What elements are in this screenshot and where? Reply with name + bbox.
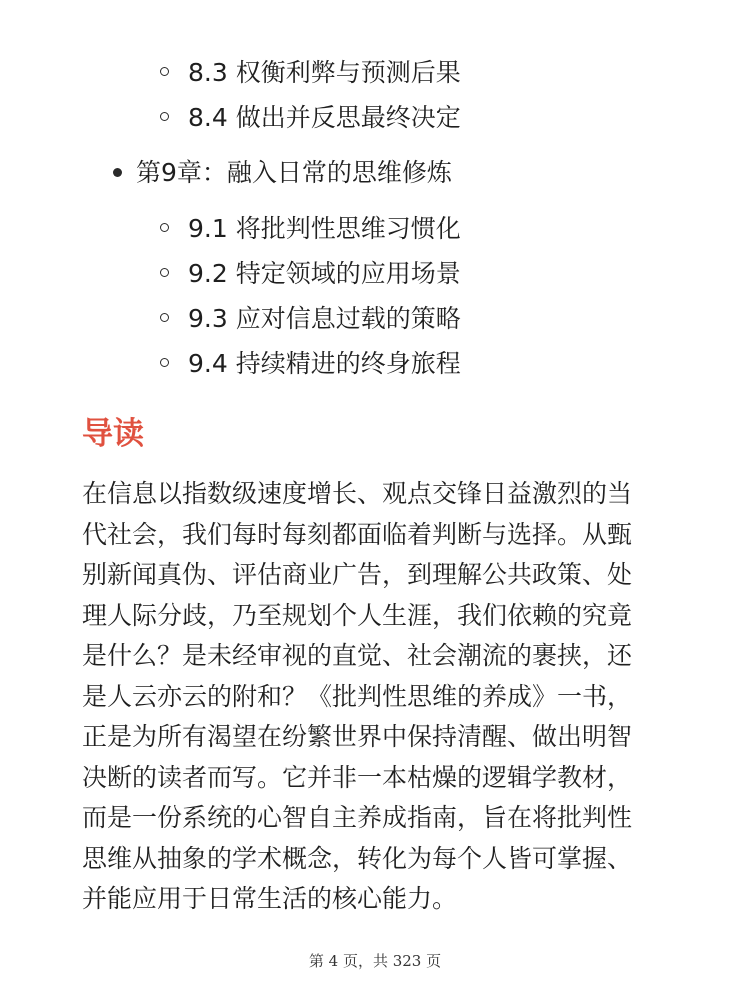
paragraph-line: 是什么？是未经审视的直觉、社会潮流的裹挟，还 (82, 641, 633, 670)
toc-chapter-9 (108, 150, 452, 195)
paragraph-line: 理人际分歧，乃至规划个人生涯，我们依赖的究竟 (82, 600, 633, 630)
paragraph-line: 正是为所有渴望在纷繁世界中保持清醒、做出明智 (82, 722, 633, 751)
hollow-bullet-icon (160, 313, 169, 322)
paragraph-line: 决断的读者而写。它并非一本枯燥的逻辑学教材， (82, 762, 633, 792)
hollow-bullet-icon (160, 358, 169, 367)
toc-item-8-4 (160, 95, 461, 140)
toc-item-label: 9.4 持续精进的终身旅程 (188, 349, 461, 378)
paragraph-line: 而是一份系统的心智自主养成指南，旨在将批判性 (82, 803, 633, 832)
hollow-bullet-icon (160, 223, 169, 232)
toc-item-label: 9.1 将批判性思维习惯化 (188, 214, 461, 243)
toc-item-label: 8.3 权衡利弊与预测后果 (188, 58, 461, 87)
chapter8-section-list (160, 50, 461, 140)
paragraph-line: 并能应用于日常生活的核心能力。 (82, 884, 458, 913)
chapter9-section-list (160, 206, 461, 386)
paragraph-line: 在信息以指数级速度增长、观点交锋日益激烈的当 (82, 479, 633, 508)
hollow-bullet-icon (160, 268, 169, 277)
chapter-title: 第9章：融入日常的思维修炼 (136, 158, 452, 187)
paragraph-line: 是人云亦云的附和？《批判性思维的养成》一书， (82, 681, 633, 711)
bullet-icon (113, 168, 122, 177)
paragraph-line: 别新闻真伪、评估商业广告，到理解公共政策、处 (82, 560, 633, 589)
hollow-bullet-icon (160, 112, 169, 121)
toc-item-label: 8.4 做出并反思最终决定 (188, 103, 461, 132)
page-indicator: 第 4 页，共 323 页 (308, 952, 442, 970)
intro-paragraph (82, 474, 682, 920)
toc-item-9-2 (160, 251, 461, 296)
toc-item-label: 9.3 应对信息过载的策略 (188, 304, 461, 333)
section-heading-introduction: 导读 (82, 416, 144, 452)
toc-item-9-3 (160, 296, 461, 341)
toc-item-9-1 (160, 206, 461, 251)
hollow-bullet-icon (160, 67, 169, 76)
paragraph-line: 思维从抽象的学术概念，转化为每个人皆可掌握、 (82, 843, 633, 873)
paragraph-line: 代社会，我们每时每刻都面临着判断与选择。从甄 (82, 519, 633, 549)
toc-item-label: 9.2 特定领域的应用场景 (188, 259, 461, 288)
toc-item-8-3 (160, 50, 461, 95)
toc-item-9-4 (160, 341, 461, 386)
